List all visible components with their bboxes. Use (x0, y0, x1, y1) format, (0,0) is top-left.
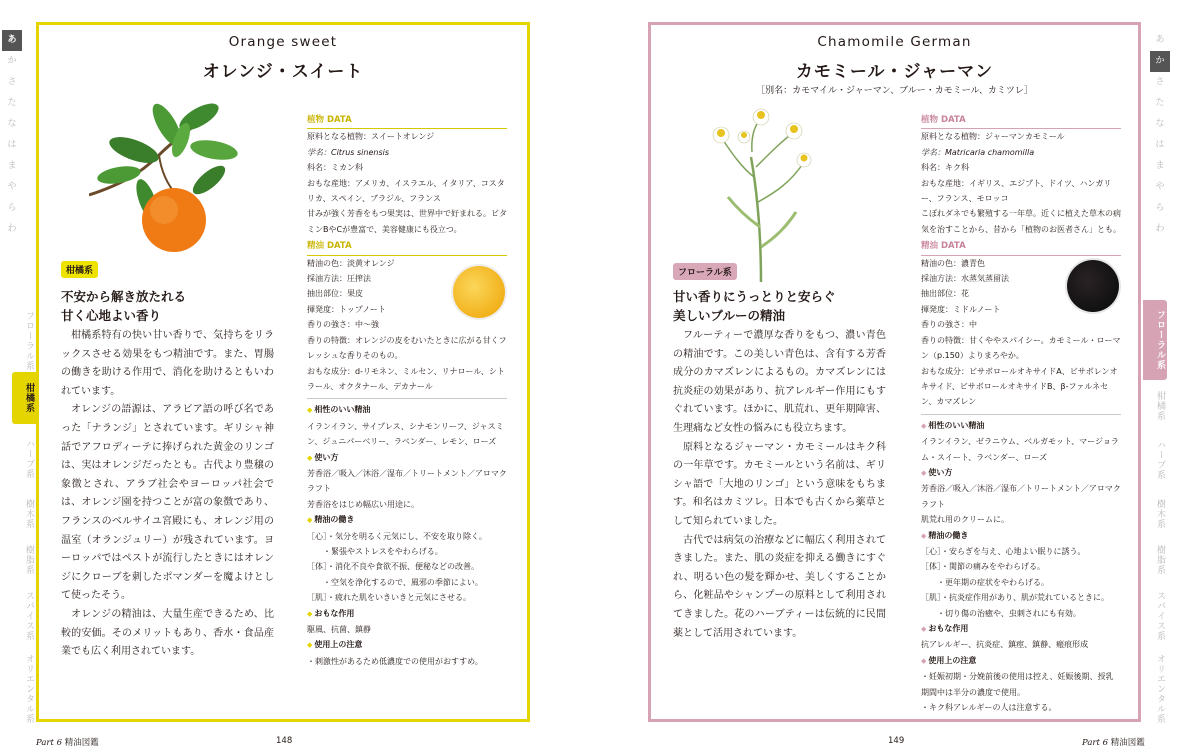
right-heading-line1: 甘い香りにうっとりと安らぐ (673, 289, 836, 304)
right-page-frame (648, 22, 1141, 722)
plant-data-line: 学名：Matricaria chamomilla (921, 147, 1035, 157)
left-heading (61, 287, 301, 325)
plant-data-note: 甘みが強く芳香をもつ果実は、世界中で好まれる。ビタミンBやCが豊富で、美容健康にも役立つ。 (307, 209, 507, 234)
right-kana-index (1150, 30, 1170, 240)
kana-tab-ka[interactable]: か (1150, 51, 1170, 72)
kana-tab-ka[interactable]: か (7, 56, 17, 66)
family-tab-spice[interactable]: スパイス系 (1155, 591, 1165, 641)
right-heading-line2: 美しいブルーの精油 (673, 308, 786, 323)
footer-part: Part 6 (1082, 738, 1108, 748)
family-tag-citrus: 柑橘系 (61, 261, 98, 278)
left-body-paragraph: 柑橘系特有の快い甘い香りで、気持ちをリラックスさせる効果をもつ精油です。また、胃腸の働きを助ける作用で、消化を助けるともいわれています。 (61, 330, 274, 397)
oil-data-line: おもな成分：ビサボロールオキサイドA、ビサボレンオキサイド、ビサボロールオキサイドB、β-ファルネセン、カマズレン (921, 366, 1118, 407)
family-tab-wood[interactable]: 樹木系 (24, 499, 34, 529)
usage-text: 芳香浴をはじめ幅広い用途に。 (307, 499, 419, 509)
oil-data-line: 香りの強さ：中 (921, 320, 977, 330)
left-body-paragraph: オレンジの精油は、大量生産できるため、比較的安価。そのメリットもあり、香水・食品産業でも広く利用されています。 (61, 608, 274, 658)
family-tab-herb[interactable]: ハーブ系 (1155, 440, 1165, 480)
right-title-en: Chamomile German (817, 34, 972, 50)
right-data-column (921, 113, 1121, 715)
oil-data-line: 香りの特徴：オレンジの皮をむいたときに広がる甘くフレッシュな香りそのもの。 (307, 335, 507, 361)
family-tab-oriental[interactable]: オリエンタル系 (24, 654, 34, 724)
caution-text: ・刺激性があるため低濃度での使用がおすすめ。 (307, 656, 483, 666)
oil-data-line: おもな成分：d-リモネン、ミルセン、リナロール、シトラール、オクタナール、デカナール (307, 366, 505, 391)
right-family-index (1143, 300, 1167, 726)
oil-data-line: 精油の色：淡黄オレンジ (307, 258, 395, 268)
footer-part: Part 6 (36, 738, 62, 748)
action-line: ［肌］・抗炎症作用があり、肌が荒れているときに。 (921, 593, 1109, 603)
plant-data-line: おもな産地：アメリカ、イスラエル、イタリア、コスタリカ、スペイン、ブラジル、フランス (307, 178, 505, 204)
plant-data-line: 学名：Citrus sinensis (307, 147, 390, 157)
kana-tab-ra[interactable]: ら (1155, 203, 1165, 213)
right-title-jp: カモミール・ジャーマン (795, 62, 994, 82)
plant-data-line: 原料となる植物：スイートオレンジ (307, 132, 435, 142)
right-footer (1082, 736, 1145, 748)
kana-tab-ma[interactable]: ま (1155, 161, 1165, 171)
kana-tab-ta[interactable]: た (1155, 98, 1165, 108)
kana-tab-sa[interactable]: さ (1155, 77, 1165, 87)
orange-illustration (89, 95, 239, 255)
family-tab-citrus[interactable]: 柑橘系 (12, 372, 36, 424)
oil-data-line: 精油の色：濃青色 (921, 258, 985, 268)
family-tab-citrus[interactable]: 柑橘系 (1155, 391, 1165, 421)
effects-text: 抗アレルギー、抗炎症、鎮痙、鎮静、瘢痕形成 (921, 640, 1089, 650)
family-tab-floral[interactable]: フローラル系 (24, 311, 34, 371)
plant-data-line: おもな産地：イギリス、エジプト、ドイツ、ハンガリー、フランス、モロッコ (921, 178, 1112, 204)
chamomile-oil-swatch (1067, 260, 1119, 312)
left-heading-line1: 不安から解き放たれる (61, 289, 187, 304)
left-title-en: Orange sweet (228, 34, 338, 50)
right-body-paragraph: フルーティーで濃厚な香りをもつ、濃い青色の精油です。この美しい青色は、含有する芳香成分のカマズレンによるもの。カマズレンには抗炎症の効果があり、抗アレルギー作用にもすぐれています。ほかに、肌荒れ、更年期障害、生理痛など女性の悩みにも役立ちます。 (673, 330, 886, 434)
action-line: ［肌］・疲れた肌をいきいきと元気にさせる。 (307, 593, 471, 603)
oil-data-line: 香りの強さ：中～強 (307, 320, 379, 330)
left-footer (36, 736, 99, 748)
kana-tab-na[interactable]: な (1155, 119, 1165, 129)
family-tab-spice[interactable]: スパイス系 (24, 591, 34, 641)
footer-section: 精油図鑑 (1110, 738, 1145, 748)
left-kana-index (2, 30, 22, 240)
caution-text: ・妊娠初期・分娩前後の使用は控え、妊娠後期、授乳期間中は半分の濃度で使用。 (921, 672, 1114, 697)
kana-tab-ma[interactable]: ま (7, 161, 17, 171)
right-body-text (673, 327, 886, 643)
action-line: ・空気を浄化するので、風邪の季節によい。 (307, 577, 483, 587)
oil-data-header: 精油 DATA (307, 239, 507, 255)
family-tab-resin[interactable]: 樹脂系 (1155, 545, 1165, 575)
family-tab-oriental[interactable]: オリエンタル系 (1155, 654, 1165, 724)
caution-header: ◆ 使用上の注意 (307, 637, 507, 653)
left-title-jp: オレンジ・スイート (202, 62, 364, 82)
plant-data-line: 科名：キク科 (921, 163, 969, 173)
oil-data-line: 揮発度：ミドルノート (921, 304, 1001, 314)
plant-data-line: 原料となる植物：ジャーマンカモミール (921, 132, 1065, 142)
effects-header: ◆ おもな作用 (307, 606, 507, 622)
kana-tab-ha[interactable]: は (1155, 140, 1165, 150)
action-line: ［体］・消化不良や食欲不振、便秘などの改善。 (307, 562, 479, 572)
oil-data-line: 揮発度：トップノート (307, 304, 386, 314)
usage-text: 芳香浴／吸入／沐浴／湿布／トリートメント／アロマクラフト (921, 484, 1121, 509)
kana-tab-ra[interactable]: ら (7, 203, 17, 213)
action-line: ・更年期の症状をやわらげる。 (921, 577, 1049, 587)
right-heading (673, 287, 913, 325)
action-line: ［心］・気分を明るく元気にし、不安を取り除く。 (307, 531, 487, 541)
kana-tab-a[interactable]: あ (1155, 35, 1165, 45)
blends-text: イランイラン、ゼラニウム、ベルガモット、マージョラム・スイート、ラベンダー、ローズ (921, 437, 1119, 462)
oil-data-line: 抽出部位：花 (921, 289, 969, 299)
plant-data-header: 植物 DATA (921, 113, 1121, 129)
kana-tab-ta[interactable]: た (7, 98, 17, 108)
left-body-text (61, 327, 274, 662)
action-line: ・切り傷の治癒や、虫刺されにも有効。 (921, 608, 1081, 618)
right-alt-names: ［別名：カモマイル・ジャーマン、ブルー・カモミール、カミツレ］ (756, 86, 1033, 96)
effects-header: ◆ おもな作用 (921, 621, 1121, 637)
oil-data-header: 精油 DATA (921, 239, 1121, 255)
right-body-paragraph: 原料となるジャーマン・カモミールはキク科の一年草です。カモミールという名前は、ギリシャ語で「大地のリンゴ」という意味をもちます。和名はカミツレ。日本でも古くから薬草として知られていました。 (673, 441, 886, 527)
effects-text: 駆風、抗菌、鎮静 (307, 625, 371, 634)
caution-header: ◆ 使用上の注意 (921, 653, 1121, 669)
kana-tab-na[interactable]: な (7, 119, 17, 129)
action-line: ［心］・安らぎを与え、心地よい眠りに誘う。 (921, 546, 1086, 556)
usage-text: 肌荒れ用のクリームに。 (921, 515, 1009, 525)
kana-tab-a[interactable]: あ (2, 30, 22, 51)
action-header: ◆ 精油の働き (307, 512, 507, 528)
action-line: ［体］・関節の痛みをやわらげる。 (921, 562, 1045, 572)
blends-header: ◆ 相性のいい精油 (307, 402, 507, 418)
action-line: ・緊張やストレスをやわらげる。 (307, 546, 443, 556)
left-page-frame (36, 22, 530, 722)
left-family-index (12, 310, 36, 726)
usage-header: ◆ 使い方 (921, 465, 1121, 481)
right-body-paragraph: 古代では病気の治療などに幅広く利用されてきました。また、肌の炎症を抑える働きにすぐれ、明るい色の髪を輝かせ、美しくすることから、化粧品やシャンプーの原料として利用されてきました。花のハーブティーは伝統的に民間薬として活用されています。 (673, 534, 886, 639)
plant-data-header: 植物 DATA (307, 113, 507, 129)
family-tab-herb[interactable]: ハーブ系 (24, 439, 34, 479)
divider (307, 398, 507, 399)
oil-data-line: 採油方法：圧搾法 (307, 274, 371, 284)
caution-text: ・キク科アレルギーの人は注意する。 (921, 703, 1057, 713)
kana-tab-wa[interactable]: わ (7, 224, 17, 234)
kana-tab-ya[interactable]: や (1155, 182, 1165, 192)
family-tab-wood[interactable]: 樹木系 (1155, 499, 1165, 529)
left-heading-line2: 甘く心地よい香り (61, 308, 162, 323)
plant-data-note: こぼれダネでも繁殖する一年草。近くに植えた草木の病気を治すことから、昔から「植物のお医者さん」とも。 (921, 209, 1121, 234)
kana-tab-sa[interactable]: さ (7, 77, 17, 87)
blends-header: ◆ 相性のいい精油 (921, 418, 1121, 434)
plant-data-line: 科名：ミカン科 (307, 163, 363, 173)
family-tab-resin[interactable]: 樹脂系 (24, 545, 34, 575)
blends-text: イランイラン、サイプレス、シナモンリーフ、ジャスミン、ジュニパーベリー、ラベンダー、レモン、ローズ (307, 421, 504, 447)
kana-tab-ya[interactable]: や (7, 182, 17, 192)
oil-data-line: 香りの特徴：甘くややスパイシー。カモミール・ローマン（p.150）よりまろやか。 (921, 335, 1121, 361)
left-body-paragraph: オレンジの語源は、アラビア語の呼び名であった「ナランジ」とされています。ギリシャ神話でアフロディーテに捧げられた黄金のリンゴは、実はオレンジだったとも。古代より豊穣の象徴とされ、アラブ社会やヨーロッパ社会では、オレンジ園を持つことが富の象徴であり、フランスのベルサイユ宮殿にも、オレンジ用の温室（オランジュリー）が残されています。ヨーロッパではペストが流行したときにはオレンジにクローブを刺したポマンダーを魔よけとして使ったそう。 (61, 404, 274, 602)
kana-tab-ha[interactable]: は (7, 140, 17, 150)
divider (921, 414, 1121, 415)
left-data-column (307, 113, 507, 669)
page-number-left: 148 (276, 736, 293, 746)
kana-tab-wa[interactable]: わ (1155, 224, 1165, 234)
family-tag-floral: フローラル系 (673, 263, 737, 280)
action-header: ◆ 精油の働き (921, 528, 1121, 544)
footer-section: 精油図鑑 (64, 738, 99, 748)
oil-data-line: 採油方法：水蒸気蒸留法 (921, 274, 1009, 284)
orange-oil-swatch (453, 266, 505, 318)
chamomile-illustration (706, 107, 816, 282)
family-tab-floral[interactable]: フローラル系 (1143, 300, 1167, 380)
page-number-right: 149 (888, 736, 905, 746)
usage-header: ◆ 使い方 (307, 450, 507, 466)
usage-text: 芳香浴／吸入／沐浴／湿布／トリートメント／アロマクラフト (307, 468, 507, 494)
oil-data-line: 抽出部位：果皮 (307, 289, 363, 299)
